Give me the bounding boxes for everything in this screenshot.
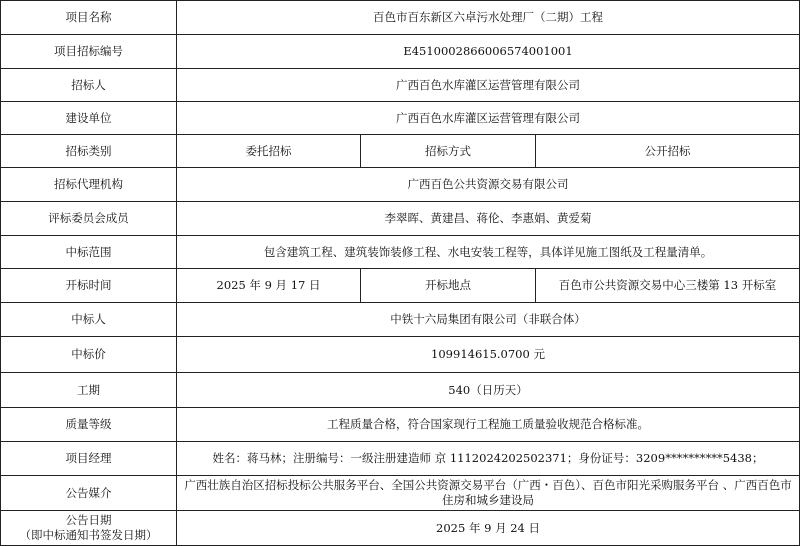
notice-date-label-line2: （即中标通知书签发日期） — [19, 528, 158, 542]
winner-value: 中铁十六局集团有限公司（非联合体） — [177, 303, 800, 337]
tender-method-value: 公开招标 — [536, 135, 800, 168]
quality-label: 质量等级 — [1, 408, 177, 442]
scope-label: 中标范围 — [1, 236, 177, 269]
notice-date-label-line1: 公告日期 — [65, 513, 112, 527]
winner-label: 中标人 — [1, 303, 177, 337]
tender-method-label: 招标方式 — [361, 135, 536, 168]
row-scope — [1, 236, 800, 269]
builder-label: 建设单位 — [1, 102, 177, 135]
tender-number-value: E4510002866006574001001 — [177, 35, 800, 69]
opening-place-label: 开标地点 — [361, 269, 536, 303]
row-tender-number — [1, 35, 800, 69]
builder-value: 广西百色水库灌区运营管理有限公司 — [177, 102, 800, 135]
price-label: 中标价 — [1, 337, 177, 373]
row-tenderer — [1, 69, 800, 102]
row-manager — [1, 442, 800, 476]
row-builder — [1, 102, 800, 135]
tender-type-label: 招标类别 — [1, 135, 177, 168]
opening-time-value: 2025 年 9 月 17 日 — [177, 269, 361, 303]
tender-number-label: 项目招标编号 — [1, 35, 177, 69]
opening-place-value: 百色市公共资源交易中心三楼第 13 开标室 — [536, 269, 800, 303]
row-agency — [1, 168, 800, 202]
row-committee — [1, 202, 800, 236]
tenderer-value: 广西百色水库灌区运营管理有限公司 — [177, 69, 800, 102]
committee-label: 评标委员会成员 — [1, 202, 177, 236]
row-quality — [1, 408, 800, 442]
duration-value: 540（日历天） — [177, 373, 800, 408]
notice-date-value: 2025 年 9 月 24 日 — [177, 511, 800, 546]
manager-label: 项目经理 — [1, 442, 177, 476]
row-price — [1, 337, 800, 373]
price-value: 109914615.0700 元 — [177, 337, 800, 373]
tenderer-label: 招标人 — [1, 69, 177, 102]
tender-type-value: 委托招标 — [177, 135, 361, 168]
project-name-label: 项目名称 — [1, 1, 177, 35]
row-tender-type — [1, 135, 800, 168]
project-name-value: 百色市百东新区六卓污水处理厂（二期）工程 — [177, 1, 800, 35]
manager-value: 姓名：蒋马林；注册编号：一级注册建造师 京 1112024202502371；身份证号：3209**********5438； — [177, 442, 800, 476]
scope-value: 包含建筑工程、建筑装饰装修工程、水电安装工程等，具体详见施工图纸及工程量清单。 — [177, 236, 800, 269]
row-project-name — [1, 1, 800, 35]
media-value: 广西壮族自治区招标投标公共服务平台、全国公共资源交易平台（广西・百色）、百色市阳光采购服务平台 、广西百色市住房和城乡建设局 — [177, 476, 800, 511]
duration-label: 工期 — [1, 373, 177, 408]
row-notice-date — [1, 511, 800, 546]
opening-time-label: 开标时间 — [1, 269, 177, 303]
quality-value: 工程质量合格，符合国家现行工程施工质量验收规范合格标准。 — [177, 408, 800, 442]
media-label: 公告媒介 — [1, 476, 177, 511]
notice-date-label — [1, 511, 177, 546]
row-duration — [1, 373, 800, 408]
row-winner — [1, 303, 800, 337]
committee-value: 李翠晖、黄建昌、蒋伦、李惠娟、黄爱菊 — [177, 202, 800, 236]
row-media — [1, 476, 800, 511]
agency-value: 广西百色公共资源交易有限公司 — [177, 168, 800, 202]
agency-label: 招标代理机构 — [1, 168, 177, 202]
row-opening — [1, 269, 800, 303]
